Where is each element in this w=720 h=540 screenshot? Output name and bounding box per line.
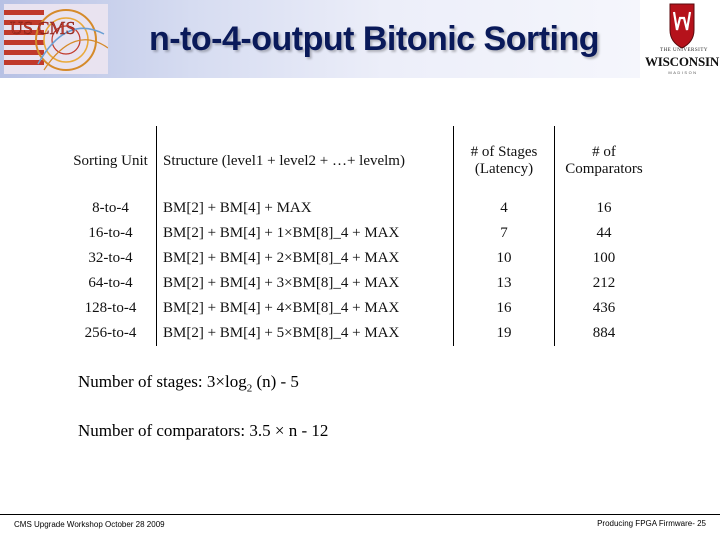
cell-unit: 128-to-4 [65, 296, 157, 321]
cell-stages: 7 [454, 221, 555, 246]
table-row [65, 296, 653, 321]
footer-page-label: Producing FPGA Firmware- 25 [597, 519, 706, 528]
cell-stages: 13 [454, 271, 555, 296]
cell-stages: 19 [454, 321, 555, 346]
cell-unit: 16-to-4 [65, 221, 157, 246]
page-title: n-to-4-output Bitonic Sorting [148, 20, 600, 58]
cell-comparators: 16 [596, 200, 612, 216]
table-row [65, 246, 653, 271]
wisconsin-logo-sub: MADISON [668, 70, 698, 75]
table-row [65, 271, 653, 296]
cell-structure: BM[2] + BM[4] + 1×BM[8]_4 + MAX [157, 221, 454, 246]
cell-structure: BM[2] + BM[4] + 5×BM[8]_4 + MAX [157, 321, 454, 346]
comparators-formula: Number of comparators: 3.5 × n - 12 [78, 421, 329, 440]
col-header-unit: Sorting Unit [65, 126, 157, 196]
stages-formula-log-base: 2 [246, 382, 253, 395]
cell-comparators: 100 [592, 250, 616, 266]
cell-structure: BM[2] + BM[4] + MAX [157, 196, 454, 221]
cell-unit: 256-to-4 [65, 321, 157, 346]
stages-formula-prefix: Number of stages: 3×log [78, 372, 247, 391]
cell-unit: 32-to-4 [65, 246, 157, 271]
cell-structure: BM[2] + BM[4] + 2×BM[8]_4 + MAX [157, 246, 454, 271]
stages-formula-suffix: (n) - 5 [252, 372, 299, 391]
footer-divider [0, 514, 720, 515]
cell-comparators: 212 [592, 275, 616, 291]
cell-unit: 8-to-4 [65, 196, 157, 221]
col-header-stages: # of Stages (Latency) [454, 126, 555, 196]
uscms-logo-text: US CMS [10, 18, 76, 38]
cell-unit: 64-to-4 [65, 271, 157, 296]
cell-comparators: 884 [592, 325, 616, 341]
col-header-comparators: # of Comparators [565, 144, 643, 177]
table-row [65, 321, 653, 346]
stages-formula [78, 372, 299, 394]
footer-event: CMS Upgrade Workshop October 28 2009 [14, 520, 165, 529]
cell-stages: 10 [454, 246, 555, 271]
cell-structure: BM[2] + BM[4] + 4×BM[8]_4 + MAX [157, 296, 454, 321]
cell-stages: 16 [454, 296, 555, 321]
wisconsin-logo-small-text: THE UNIVERSITY [660, 48, 708, 53]
table-row [65, 196, 653, 221]
col-header-structure: Structure (level1 + level2 + …+ levelm) [157, 126, 454, 196]
uscms-logo [4, 4, 108, 74]
cell-comparators: 44 [596, 225, 612, 241]
table-header-row [65, 126, 653, 196]
cell-comparators: 436 [592, 300, 616, 316]
cell-structure: BM[2] + BM[4] + 3×BM[8]_4 + MAX [157, 271, 454, 296]
table-row [65, 221, 653, 246]
sorting-table [65, 126, 653, 346]
cell-stages: 4 [454, 196, 555, 221]
wisconsin-logo-word: WISCONSIN [644, 54, 720, 69]
